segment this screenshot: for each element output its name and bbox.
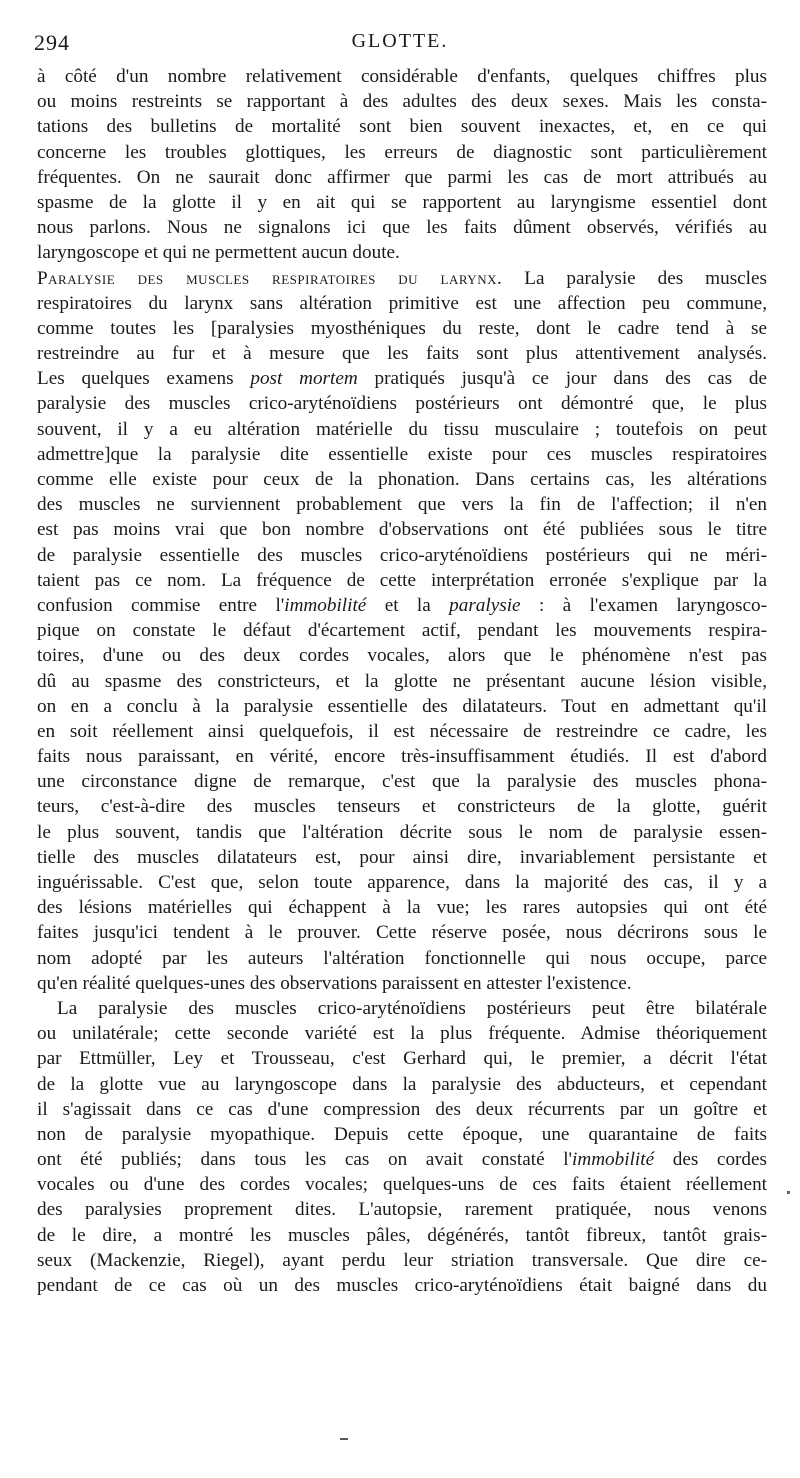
italic-term: paralysie <box>449 594 521 616</box>
text-line: La paralysie des muscles crico-aryténoïdiens postérieurs peut être bilatérale <box>57 997 767 1019</box>
text-line: dû au spasme des constricteurs, et la glotte ne présentant aucune lésion visible, <box>37 670 767 692</box>
text-line: non de paralysie myopathique. Depuis cette époque, une quarantaine de faits <box>37 1123 767 1145</box>
page-header <box>0 30 800 56</box>
text-line: pendant de ce cas où un des muscles crico-aryténoïdiens était baigné dans du <box>37 1275 767 1296</box>
page-number: 294 <box>34 30 70 55</box>
text-line-mixed <box>37 593 767 618</box>
text-line-mixed <box>37 1147 767 1172</box>
text-line: une circonstance digne de remarque, c'est que la paralysie des muscles phona- <box>37 771 767 793</box>
text-line: tielle des muscles dilatateurs est, pour ainsi dire, invariablement persistante et <box>37 846 767 868</box>
text-line: inguérissable. C'est que, selon toute apparence, dans la majorité des cas, il y a <box>37 872 767 893</box>
text-fragment: des cordes <box>654 1149 767 1171</box>
text-line: toires, d'une ou des deux cordes vocales, alors que le phénomène n'est pas <box>37 645 767 667</box>
text-line: fréquentes. On ne saurait donc affirmer que parmi les cas de mort attribués au <box>37 166 767 188</box>
text-fragment: : à l'examen laryngosco- <box>520 594 767 616</box>
text-line: à côté d'un nombre relativement considérable d'enfants, quelques chiffres plus <box>37 66 767 87</box>
text-fragment: et la <box>366 594 450 616</box>
text-line: tations des bulletins de mortalité sont bien souvent inexactes, et, en ce qui <box>37 116 767 138</box>
text-line: on en a conclu à la paralysie essentielle des dilatateurs. Tout en admettant qu'il <box>37 695 767 717</box>
text-line: restreindre au fur et à mesure que les faits sont plus attentivement analysés. <box>37 343 767 365</box>
margin-mark <box>787 1191 790 1194</box>
text-fragment: Les quelques examens <box>37 368 234 390</box>
text-line: spasme de la glotte il y en ait qui se rapportent au laryngisme essentiel dont <box>37 191 767 213</box>
italic-term: immobilité <box>284 594 367 616</box>
italic-term: immobilité <box>572 1149 655 1171</box>
running-title: GLOTTE. <box>351 30 449 52</box>
text-line: des lésions matérielles qui échappent à la vue; les rares autopsies qui ont été <box>37 897 767 919</box>
text-line: des muscles ne surviennent probablement que vers la fin de l'affection; il n'en <box>37 494 767 516</box>
text-line: par Ettmüller, Ley et Trousseau, c'est Gerhard qui, le premier, a décrit l'état <box>37 1048 767 1070</box>
text-line: ou unilatérale; cette seconde variété est la plus fréquente. Admise théoriquement <box>37 1023 767 1045</box>
text-line: de paralysie essentielle des muscles crico-aryténoïdiens postérieurs qui ne méri- <box>37 544 767 566</box>
text-line: nous parlons. Nous ne signalons ici que les faits dûment observés, vérifiés au <box>37 217 767 239</box>
text-line: le plus souvent, tandis que l'altération décrite sous le nom de paralysie essen- <box>37 821 767 843</box>
text-line: est pas moins vrai que bon nombre d'observations ont été publiées sous le titre <box>37 519 767 541</box>
footer-mark <box>340 1438 348 1440</box>
text-line: comme toutes les [paralysies myosthéniques du reste, dont le cadre tend à se <box>37 317 767 339</box>
text-line: comme elle existe pour ceux de la phonation. Dans certains cas, les altérations <box>37 469 767 490</box>
text-line: respiratoires du larynx sans altération primitive est une affection peu commune, <box>37 292 767 314</box>
text-line: qu'en réalité quelques-unes des observations paraissent en attester l'existence. <box>37 972 632 994</box>
text-line: pique on constate le défaut d'écartement actif, pendant les mouvements respira- <box>37 620 767 642</box>
text-line: admettre]que la paralysie dite essentielle existe pour ces muscles respiratoires <box>37 443 767 465</box>
text-fragment: La paralysie des muscles <box>524 267 767 289</box>
text-line: taient pas ce nom. La fréquence de cette interprétation erronée s'explique par la <box>37 569 767 591</box>
text-line: des paralysies proprement dites. L'autopsie, rarement pratiquée, nous venons <box>37 1199 767 1221</box>
text-line: nom adopté par les auteurs l'altération fonctionnelle qui nous occupe, parce <box>37 947 767 969</box>
text-line: vocales ou d'une des cordes vocales; quelques-uns de ces faits étaient réellement <box>37 1174 767 1196</box>
text-line: de la glotte vue au laryngoscope dans la paralysie des abducteurs, et cependant <box>37 1073 767 1095</box>
text-line: faites jusqu'ici tendent à le prouver. Cette réserve posée, nous décrirons sous le <box>37 922 767 944</box>
text-line: en soit réellement ainsi quelquefois, il est nécessaire de restreindre ce cadre, les <box>37 720 767 742</box>
text-line: souvent, il y a eu altération matérielle du tissu musculaire ; toutefois on peut <box>37 418 767 440</box>
section-heading: Paralysie des muscles respiratoires du larynx. <box>37 267 503 289</box>
text-line: faits nous paraissant, en vérité, encore très-insuffisamment étudiés. Il est d'abord <box>37 746 767 768</box>
section-paragraph-start <box>37 266 767 291</box>
text-line: il s'agissait dans ce cas d'une compression des deux récurrents par un goître et <box>37 1098 767 1120</box>
text-line: concerne les troubles glottiques, les erreurs de diagnostic sont particulièrement <box>37 141 767 163</box>
text-line: de le dire, a montré les muscles pâles, dégénérés, tantôt fibreux, tantôt grais- <box>37 1224 767 1246</box>
text-line: ou moins restreints se rapportant à des adultes des deux sexes. Mais les consta- <box>37 91 767 113</box>
text-line: laryngoscope et qui ne permettent aucun doute. <box>37 242 400 264</box>
text-line-mixed <box>37 366 767 391</box>
text-line: paralysie des muscles crico-aryténoïdiens postérieurs ont démontré que, le plus <box>37 393 767 415</box>
text-fragment: confusion commise entre l' <box>37 594 285 616</box>
text-fragment: pratiqués jusqu'à ce jour dans des cas de <box>374 368 767 390</box>
text-fragment: ont été publiés; dans tous les cas on avait constaté l' <box>37 1149 573 1171</box>
italic-term: post mortem <box>250 368 358 390</box>
text-line: seux (Mackenzie, Riegel), ayant perdu leur striation transversale. Que dire ce- <box>37 1249 767 1271</box>
text-line: teurs, c'est-à-dire des muscles tenseurs et constricteurs de la glotte, guérit <box>37 796 767 818</box>
body-text <box>37 64 767 1298</box>
